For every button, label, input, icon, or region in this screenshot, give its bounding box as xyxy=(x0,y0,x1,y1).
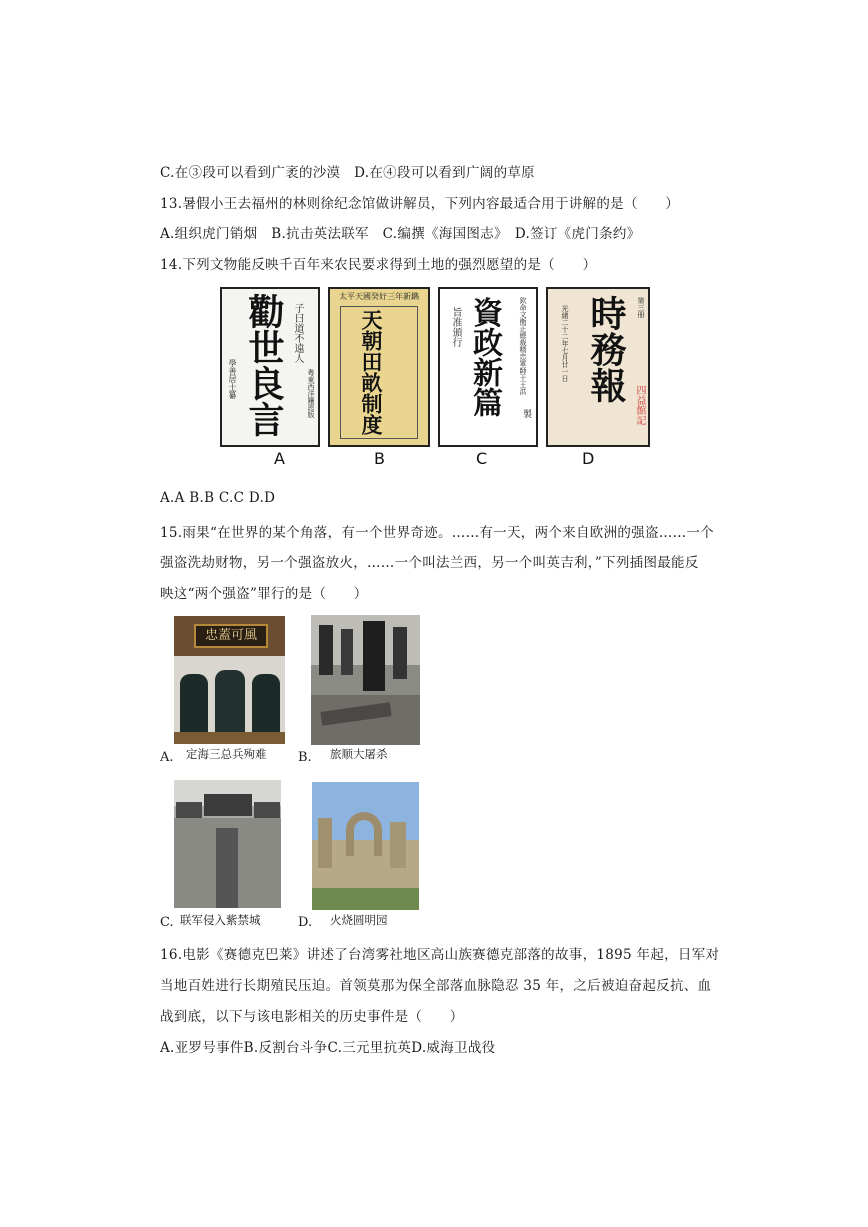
q14-cover-images xyxy=(220,287,650,447)
q16-stem-line2: 当地百姓进行长期殖民压迫。首领莫那为保全部落血脉隐忍 35 年，之后被迫奋起反抗、血 xyxy=(160,978,712,994)
q15-stem-line1: 15.雨果“在世界的某个角落，有一个世界奇迹。……有一天，两个来自欧洲的强盗……一个 xyxy=(160,525,714,541)
cover-d xyxy=(546,287,650,447)
q16-stem-line1: 16.电影《赛德克巴莱》讲述了台湾雾社地区高山族赛德克部落的故事，1895 年起，日军对 xyxy=(160,947,720,963)
photo-forbidden-city xyxy=(174,780,281,908)
cover-d-side-top: 第三冊 xyxy=(637,297,645,318)
photo-b-label: B. xyxy=(298,750,312,765)
cover-a xyxy=(220,287,320,447)
cover-a-side-far: 粤東西洋鑲恩版 xyxy=(307,369,315,418)
photo-a-plaque: 忠蓋可風 xyxy=(194,624,268,648)
photo-d-label: D. xyxy=(298,915,313,930)
q14-options: A.A B.B C.C D.D xyxy=(160,490,276,506)
q13-options: A.组织虎门销烟 B.抗击英法联军 C.编撰《海国图志》 D.签订《虎门条约》 xyxy=(160,226,641,242)
cover-d-letter: D xyxy=(582,449,595,468)
q12-options-cd: C.在③段可以看到广袤的沙漠 D.在④段可以看到广阔的草原 xyxy=(160,165,535,181)
photo-c-caption: 联军侵入紫禁城 xyxy=(180,913,261,927)
cover-b-letter: B xyxy=(374,449,385,468)
cover-b-title: 天朝田畝制度 xyxy=(359,309,384,435)
cover-a-letter: A xyxy=(274,449,285,468)
photo-a-caption: 定海三总兵殉难 xyxy=(186,747,267,761)
cover-c-side-right: 欽命文衡正總裁精忠軍師干王洪 xyxy=(519,297,527,395)
cover-a-side-left: 學善居士纂 xyxy=(228,359,237,399)
cover-c-side-left: 旨准頒行 xyxy=(450,307,461,347)
photo-a-label: A. xyxy=(160,750,174,765)
cover-c xyxy=(438,287,538,447)
q13-stem: 13.暑假小王去福州的林则徐纪念馆做讲解员，下列内容最适合用于讲解的是（ ） xyxy=(160,196,680,212)
cover-c-mark: 製 xyxy=(521,409,531,418)
q14-stem: 14.下列文物能反映千百年来农民要求得到土地的强烈愿望的是（ ） xyxy=(160,257,597,273)
cover-b xyxy=(328,287,430,447)
photo-dinghai-three-generals xyxy=(174,616,285,744)
photo-lushun-massacre xyxy=(311,615,420,745)
cover-d-side-left: 光緒二十二年七月廿一日 xyxy=(561,305,569,382)
cover-a-side-right: 子曰道不遠人 xyxy=(292,303,303,363)
q15-stem-line3: 映这“两个强盗”罪行的是（ ） xyxy=(160,586,368,602)
q16-options: A.亚罗号事件B.反割台斗争C.三元里抗英D.威海卫战役 xyxy=(160,1040,496,1056)
photo-c-label: C. xyxy=(160,915,174,930)
cover-a-title: 勸世良言 xyxy=(243,293,285,437)
q15-stem-line2: 强盗洗劫财物，另一个强盗放火，……一个叫法兰西，另一个叫英吉利，”下列插图最能反 xyxy=(160,555,699,571)
cover-d-stamp: 四益館記 xyxy=(634,385,645,425)
cover-b-header: 太平天國癸好三年新鐫 xyxy=(339,292,419,301)
photo-d-caption: 火烧圆明园 xyxy=(330,913,388,927)
cover-c-letter: C xyxy=(476,449,488,468)
photo-b-caption: 旅顺大屠杀 xyxy=(330,747,388,761)
photo-yuanmingyuan-ruins xyxy=(312,782,419,910)
cover-d-title: 時務報 xyxy=(585,295,627,403)
q16-stem-line3: 战到底，以下与该电影相关的历史事件是（ ） xyxy=(160,1009,464,1025)
cover-c-title: 資政新篇 xyxy=(467,297,502,417)
